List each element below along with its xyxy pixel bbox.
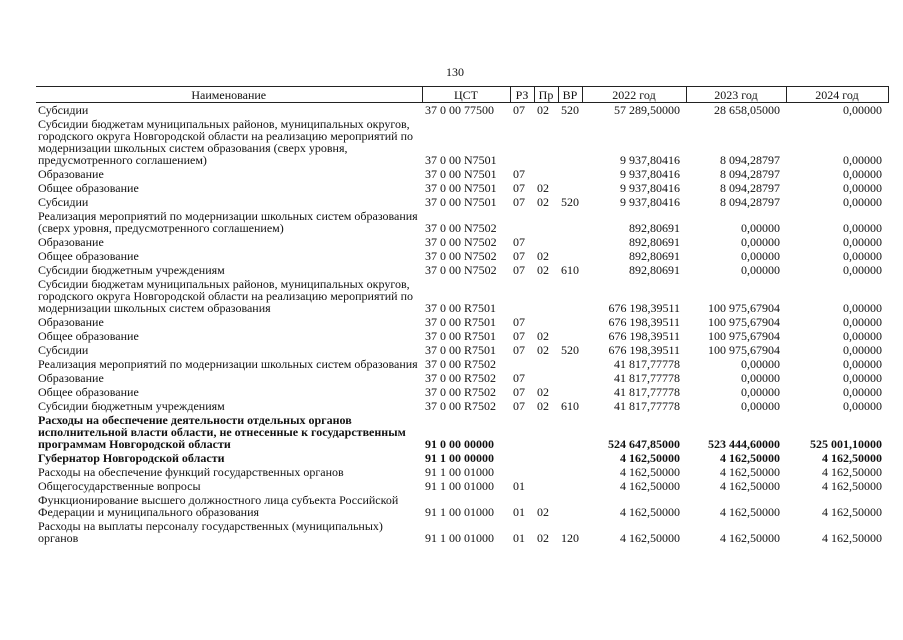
cell-vr [558,117,582,167]
cell-y2022: 41 817,77778 [614,371,680,385]
cell-y2024: 0,00000 [843,195,882,209]
table-row [36,385,888,399]
cell-cst: 37 0 00 R7501 [425,301,497,315]
cell-cst: 37 0 00 R7502 [425,385,497,399]
cell-cst: 37 0 00 N7502 [425,235,497,249]
cell-rz [510,209,534,235]
cell-rz: 07 [513,181,525,195]
cell-name: Субсидии [38,195,89,209]
table-body [36,103,888,546]
cell-cst: 37 0 00 R7502 [425,399,497,413]
cell-pr [534,357,558,371]
cell-name: Образование [38,315,104,329]
cell-y2022: 4 162,50000 [620,531,680,545]
cell-name: Субсидии бюджетным учреждениям [38,263,225,277]
cell-vr: 610 [561,399,579,413]
cell-cst: 37 0 00 R7501 [425,329,497,343]
cell-name: Реализация мероприятий по модернизации школьных систем образования [38,357,418,371]
header-pr: Пр [534,87,558,103]
cell-y2024: 0,00000 [843,315,882,329]
cell-pr [534,371,558,385]
cell-y2024: 4 162,50000 [822,465,882,479]
cell-name: Субсидии [38,103,89,117]
cell-y2023: 100 975,67904 [708,315,780,329]
budget-table [36,86,889,545]
cell-pr: 02 [537,249,549,263]
cell-y2022: 4 162,50000 [620,479,680,493]
cell-cst: 37 0 00 R7501 [425,343,497,357]
cell-vr [558,315,582,329]
cell-name: Образование [38,371,104,385]
cell-pr: 02 [537,343,549,357]
cell-rz [510,451,534,465]
cell-name: Образование [38,167,104,181]
table-row [36,167,888,181]
table-row [36,357,888,371]
cell-cst: 37 0 00 N7501 [425,181,497,195]
cell-y2023: 0,00000 [741,399,780,413]
cell-y2022: 4 162,50000 [620,451,680,465]
cell-cst: 91 1 00 01000 [425,505,494,519]
cell-rz: 01 [513,531,525,545]
cell-pr: 02 [537,385,549,399]
cell-rz: 01 [513,479,525,493]
cell-rz: 01 [513,505,525,519]
cell-cst: 37 0 00 R7502 [425,357,497,371]
cell-rz [510,357,534,371]
cell-y2022: 41 817,77778 [614,385,680,399]
cell-cst: 37 0 00 R7502 [425,371,497,385]
cell-y2023: 8 094,28797 [720,153,780,167]
cell-y2023: 0,00000 [741,371,780,385]
cell-name: Субсидии бюджетным учреждениям [38,399,225,413]
cell-y2023: 0,00000 [741,385,780,399]
cell-rz: 07 [513,315,525,329]
table-row [36,413,888,451]
table-row [36,371,888,385]
cell-y2024: 0,00000 [843,263,882,277]
cell-cst: 37 0 00 N7502 [425,221,497,235]
cell-rz [510,117,534,167]
cell-y2023: 8 094,28797 [720,167,780,181]
cell-name: Расходы на обеспечение деятельности отдельных органов исполнительной власти области, не отнесенные к государственным программам Новгородской области [38,413,406,451]
cell-rz: 07 [513,263,525,277]
cell-y2024: 4 162,50000 [822,479,882,493]
cell-rz [510,413,534,451]
table-row [36,117,888,167]
cell-y2022: 9 937,80416 [620,167,680,181]
header-2022: 2022 год [582,87,686,103]
cell-y2023: 0,00000 [741,357,780,371]
cell-cst: 91 1 00 01000 [425,531,494,545]
table-row [36,329,888,343]
cell-rz: 07 [513,329,525,343]
header-vr: ВР [558,87,582,103]
header-2024: 2024 год [786,87,888,103]
cell-vr [558,357,582,371]
cell-vr [558,413,582,451]
cell-rz: 07 [513,103,525,117]
table-row [36,315,888,329]
cell-y2023: 28 658,05000 [714,103,780,117]
cell-y2023: 0,00000 [741,263,780,277]
cell-cst: 37 0 00 N7502 [425,249,497,263]
cell-pr: 02 [537,505,549,519]
table-row [36,181,888,195]
cell-name: Общее образование [38,329,139,343]
cell-vr [558,465,582,479]
cell-vr [558,371,582,385]
cell-y2023: 100 975,67904 [708,329,780,343]
cell-y2024: 0,00000 [843,181,882,195]
cell-y2023: 0,00000 [741,249,780,263]
cell-pr: 02 [537,103,549,117]
cell-y2023: 523 444,60000 [708,437,780,451]
table-row [36,493,888,519]
cell-y2023: 4 162,50000 [720,505,780,519]
cell-y2022: 4 162,50000 [620,465,680,479]
cell-y2024: 0,00000 [843,357,882,371]
cell-y2023: 0,00000 [741,221,780,235]
cell-y2024: 4 162,50000 [822,505,882,519]
cell-pr [534,209,558,235]
table-row [36,451,888,465]
cell-y2024: 0,00000 [843,343,882,357]
cell-name: Общее образование [38,249,139,263]
cell-y2022: 676 198,39511 [608,315,680,329]
header-2023: 2023 год [686,87,786,103]
table-row [36,195,888,209]
cell-vr [558,451,582,465]
cell-y2022: 524 647,85000 [608,437,680,451]
cell-vr [558,235,582,249]
cell-rz: 07 [513,235,525,249]
header-name: Наименование [36,87,422,103]
cell-pr [534,413,558,451]
cell-vr: 520 [561,195,579,209]
cell-pr: 02 [537,329,549,343]
table-row [36,103,888,118]
cell-pr [534,479,558,493]
cell-rz: 07 [513,167,525,181]
cell-cst: 91 1 00 00000 [425,451,494,465]
cell-vr [558,385,582,399]
cell-y2022: 676 198,39511 [608,343,680,357]
cell-vr [558,209,582,235]
cell-y2022: 892,80691 [629,249,680,263]
cell-pr [534,277,558,315]
cell-name: Реализация мероприятий по модернизации школьных систем образования (сверх уровня, предусмотренного соглашением) [38,209,418,235]
cell-pr: 02 [537,181,549,195]
cell-y2023: 4 162,50000 [720,479,780,493]
cell-vr: 520 [561,103,579,117]
table-header-row [36,87,888,103]
cell-y2024: 0,00000 [843,235,882,249]
cell-y2023: 0,00000 [741,235,780,249]
cell-y2022: 892,80691 [629,263,680,277]
table-row [36,235,888,249]
cell-y2023: 8 094,28797 [720,195,780,209]
cell-y2024: 0,00000 [843,329,882,343]
header-cst: ЦСТ [422,87,510,103]
cell-rz: 07 [513,385,525,399]
cell-vr [558,479,582,493]
table-row [36,465,888,479]
cell-y2024: 0,00000 [843,249,882,263]
cell-rz: 07 [513,343,525,357]
cell-vr [558,167,582,181]
cell-y2023: 100 975,67904 [708,343,780,357]
cell-y2024: 525 001,10000 [810,437,882,451]
table-row [36,277,888,315]
cell-cst: 37 0 00 N7501 [425,195,497,209]
page-number: 130 [446,65,464,79]
cell-y2022: 41 817,77778 [614,399,680,413]
cell-vr [558,277,582,315]
cell-y2022: 9 937,80416 [620,181,680,195]
cell-y2024: 0,00000 [843,103,882,117]
cell-y2022: 41 817,77778 [614,357,680,371]
cell-rz [510,465,534,479]
cell-y2023: 4 162,50000 [720,531,780,545]
cell-vr [558,181,582,195]
cell-cst: 37 0 00 N7502 [425,263,497,277]
cell-name: Субсидии бюджетам муниципальных районов, муниципальных округов, городского округа Новгородской области на реализацию мероприятий по модернизации школьных систем образования (сверх уровня, предусмотренного соглашением) [38,117,413,167]
cell-y2023: 8 094,28797 [720,181,780,195]
cell-cst: 37 0 00 N7501 [425,153,497,167]
cell-pr [534,235,558,249]
cell-name: Функционирование высшего должностного лица субъекта Российской Федерации и муниципального образования [38,493,399,519]
cell-y2024: 0,00000 [843,153,882,167]
cell-rz: 07 [513,195,525,209]
table-row [36,479,888,493]
cell-name: Расходы на обеспечение функций государственных органов [38,465,344,479]
table-row [36,343,888,357]
cell-cst: 37 0 00 77500 [425,103,494,117]
cell-y2023: 4 162,50000 [720,465,780,479]
cell-y2023: 4 162,50000 [720,451,780,465]
table-row [36,249,888,263]
cell-pr: 02 [537,531,549,545]
cell-y2024: 0,00000 [843,371,882,385]
cell-name: Субсидии бюджетам муниципальных районов, муниципальных округов, городского округа Новгородской области на реализацию мероприятий по модернизации школьных систем образования [38,277,413,315]
cell-vr: 120 [561,531,579,545]
cell-y2022: 892,80691 [629,235,680,249]
cell-y2022: 9 937,80416 [620,153,680,167]
cell-y2024: 0,00000 [843,167,882,181]
cell-y2024: 0,00000 [843,399,882,413]
cell-y2022: 9 937,80416 [620,195,680,209]
cell-y2022: 676 198,39511 [608,301,680,315]
cell-name: Общее образование [38,385,139,399]
cell-y2022: 676 198,39511 [608,329,680,343]
cell-pr: 02 [537,399,549,413]
cell-y2022: 892,80691 [629,221,680,235]
cell-name: Общегосударственные вопросы [38,479,201,493]
table-row [36,399,888,413]
cell-pr [534,167,558,181]
cell-y2024: 4 162,50000 [822,531,882,545]
cell-y2024: 4 162,50000 [822,451,882,465]
cell-cst: 91 1 00 01000 [425,465,494,479]
cell-y2024: 0,00000 [843,301,882,315]
cell-y2024: 0,00000 [843,221,882,235]
cell-y2022: 4 162,50000 [620,505,680,519]
cell-rz [510,277,534,315]
cell-pr [534,315,558,329]
cell-name: Расходы на выплаты персоналу государственных (муниципальных) органов [38,519,383,545]
table-row [36,263,888,277]
cell-cst: 91 0 00 00000 [425,437,494,451]
cell-vr [558,249,582,263]
cell-vr: 520 [561,343,579,357]
cell-name: Образование [38,235,104,249]
cell-y2023: 100 975,67904 [708,301,780,315]
cell-name: Общее образование [38,181,139,195]
cell-rz: 07 [513,371,525,385]
cell-vr [558,329,582,343]
cell-name: Губернатор Новгородской области [38,451,225,465]
cell-vr: 610 [561,263,579,277]
cell-pr: 02 [537,263,549,277]
cell-y2022: 57 289,50000 [614,103,680,117]
cell-rz: 07 [513,399,525,413]
cell-pr: 02 [537,195,549,209]
cell-name: Субсидии [38,343,89,357]
cell-pr [534,465,558,479]
cell-cst: 91 1 00 01000 [425,479,494,493]
cell-vr [558,493,582,519]
header-rz: РЗ [510,87,534,103]
cell-pr [534,117,558,167]
table-row [36,519,888,545]
cell-cst: 37 0 00 N7501 [425,167,497,181]
cell-y2024: 0,00000 [843,385,882,399]
cell-rz: 07 [513,249,525,263]
table-row [36,209,888,235]
cell-cst: 37 0 00 R7501 [425,315,497,329]
cell-pr [534,451,558,465]
